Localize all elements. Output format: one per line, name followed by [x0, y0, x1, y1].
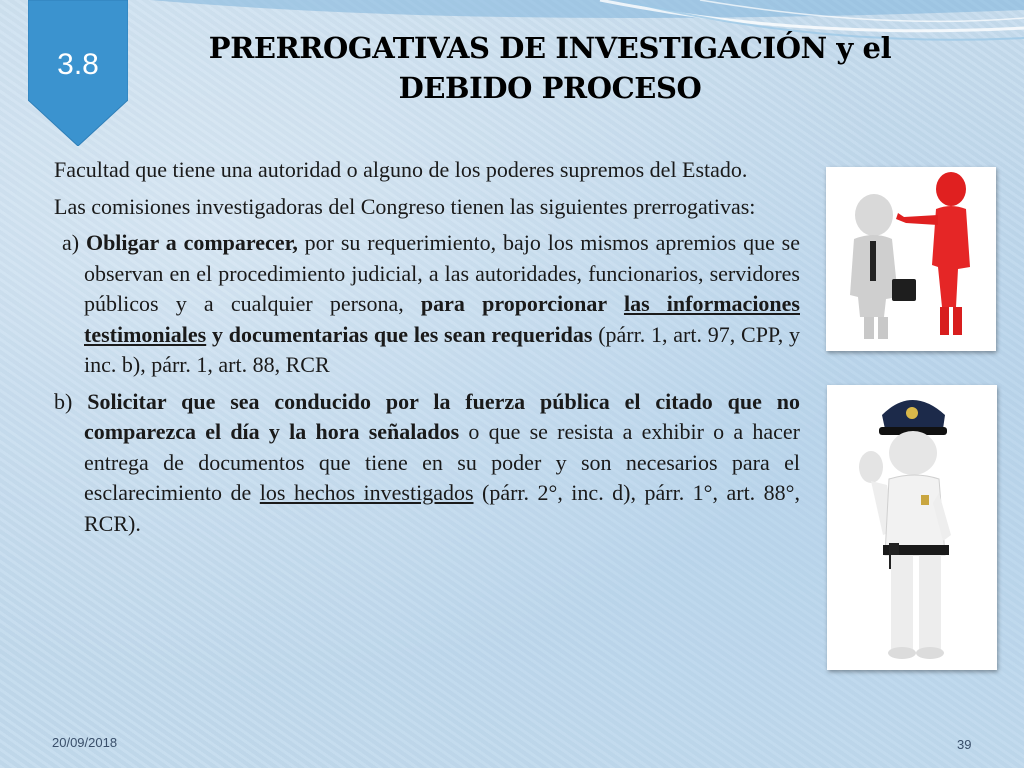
item-a-label: a)	[62, 230, 80, 255]
section-number: 3.8	[57, 48, 99, 81]
title-line-2: DEBIDO PROCESO	[398, 71, 702, 105]
police-officer-image	[827, 385, 997, 670]
pointing-figures-image	[826, 167, 996, 351]
item-b-text-1: o que se resista a exhibir o a hacer entrega de documentos que tiene en su poder y son necesarios para el esclarecimiento de	[84, 419, 800, 505]
item-a-bold-1: Obligar a comparecer,	[85, 230, 298, 255]
item-b-label: b)	[54, 388, 73, 414]
item-b-text-2: (párr. 2°, inc. d), párr. 1°, art. 88°, RCR).	[84, 480, 800, 536]
item-a-underlined: las informaciones testimoniales	[84, 291, 800, 347]
item-a-text-2: (párr. 1, art. 97, CPP, y inc. b), párr. 1, art. 88, RCR	[84, 321, 800, 377]
intro-paragraph-1: Facultad que tiene una autoridad o alguno de los poderes supremos del Estado.	[54, 157, 748, 182]
slide-body	[54, 155, 800, 545]
page-number: 39	[957, 737, 972, 752]
item-a-bold-3: y documentarias que les sean requeridas	[206, 321, 593, 347]
item-b-bold-1: Solicitar que sea conducido por la fuerza pública el citado que no comparezca el día y la hora señalados	[84, 388, 800, 444]
slide-title	[150, 28, 950, 108]
item-b-underlined: los hechos investigados	[259, 480, 474, 505]
footer-date: 20/09/2018	[52, 735, 118, 750]
list-item-a	[54, 228, 800, 381]
item-a-text-1: por su requerimiento, bajo los mismos apremios que se observan en el procedimiento judicial, a las autoridades, funcionarios, servidores públicos y a cualquier persona,	[84, 230, 801, 316]
item-a-bold-2: para proporcionar	[420, 291, 624, 316]
title-line-1: PRERROGATIVAS DE INVESTIGACIÓN y el	[208, 31, 892, 65]
list-item-b	[54, 387, 800, 540]
section-badge	[28, 0, 128, 146]
intro-paragraph-2: Las comisiones investigadoras del Congreso tienen las siguientes prerrogativas:	[54, 193, 756, 219]
